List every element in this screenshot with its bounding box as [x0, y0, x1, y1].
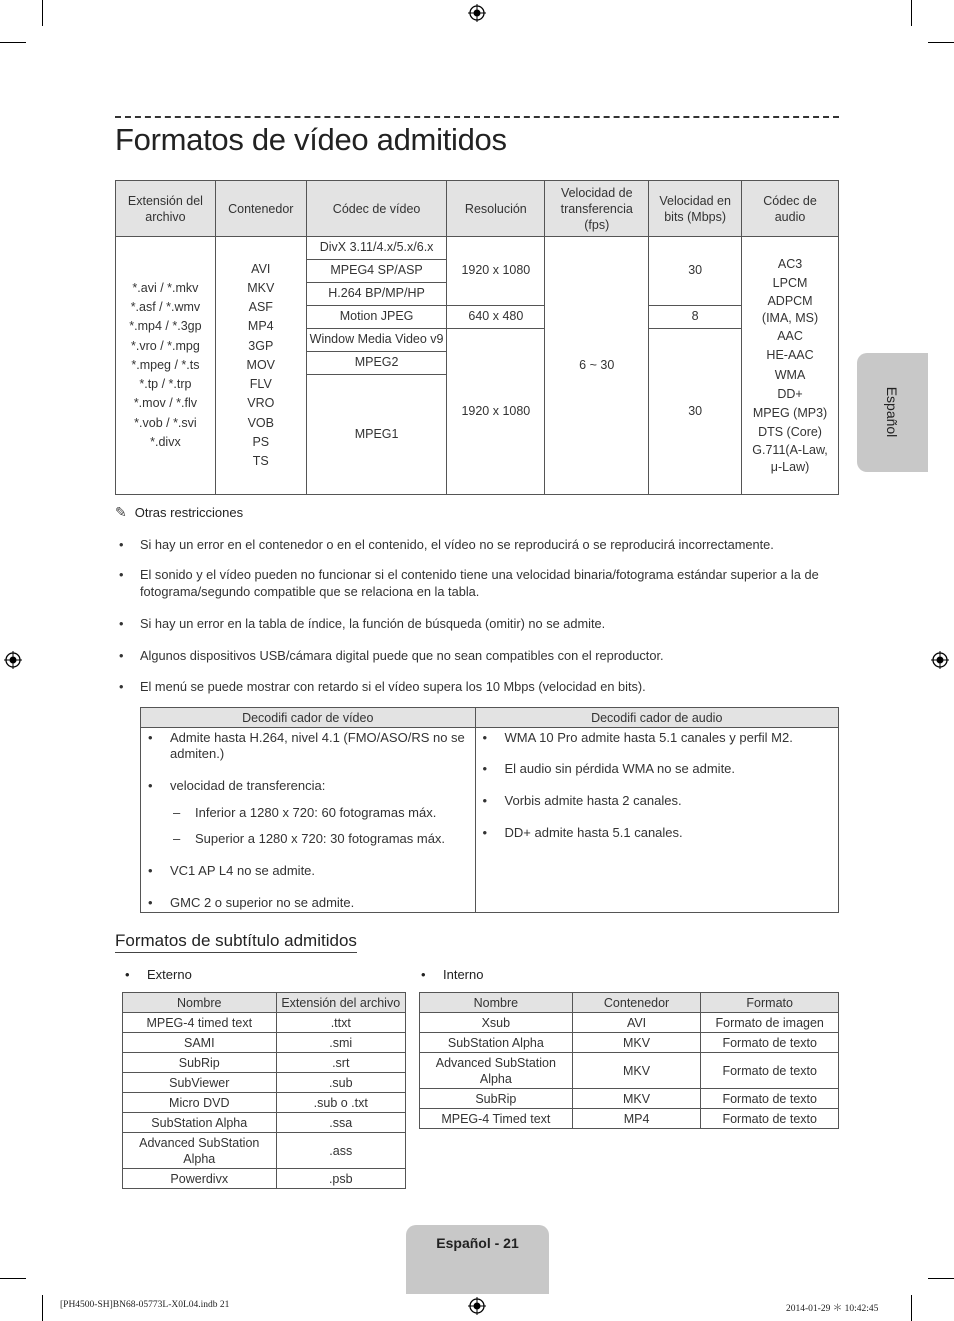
- table-row: [116, 237, 839, 260]
- crop-mark: [911, 0, 912, 26]
- bullet: •: [125, 967, 130, 982]
- table-row: [123, 1033, 406, 1053]
- crop-mark: [928, 42, 954, 43]
- notes-heading: ✎ Otras restricciones: [115, 504, 244, 520]
- cell: Formato de imagen: [701, 1013, 839, 1033]
- cell: MPEG-4 timed text: [123, 1013, 277, 1033]
- cell: Formato de texto: [701, 1089, 839, 1109]
- video-decoder-cell: [141, 728, 476, 913]
- bullet: •: [482, 793, 488, 808]
- crop-mark: [42, 0, 43, 26]
- column-header: Extensión del archivo: [116, 181, 216, 237]
- audio-decoder-header: Decodifi cador de audio: [475, 708, 838, 728]
- list-item: DD+ admite hasta 5.1 canales.: [504, 825, 683, 840]
- table-row: [420, 1053, 839, 1089]
- table-row: [420, 1033, 839, 1053]
- table-row: [420, 1089, 839, 1109]
- table-row: [123, 1073, 406, 1093]
- cell: SubRip: [420, 1089, 573, 1109]
- cell: SubRip: [123, 1053, 277, 1073]
- bullet: •: [148, 730, 153, 745]
- column-header: Códec de vídeo: [306, 181, 447, 237]
- print-slug-timestamp: 2014-01-29 ＊ 10:42:45: [786, 1304, 879, 1314]
- table-row: [420, 1109, 839, 1129]
- print-slug-file: [PH4500-SH]BN68-05773L-X0L04.indb 21: [60, 1300, 230, 1310]
- bullet: •: [148, 863, 153, 878]
- containers-cell: AVI MKV ASF MP4 3GP MOV FLV VRO VOB PS TS: [215, 237, 306, 495]
- table-header-row: [116, 181, 839, 237]
- cell: Formato de texto: [701, 1033, 839, 1053]
- title-dashed-rule: [115, 116, 839, 118]
- cell: Advanced SubStation Alpha: [123, 1133, 277, 1169]
- cell: SubStation Alpha: [123, 1113, 277, 1133]
- crop-mark: [0, 42, 26, 43]
- codec-cell: MPEG2: [306, 352, 447, 375]
- bullet: •: [148, 895, 153, 910]
- list-item: Admite hasta H.264, nivel 4.1 (FMO/ASO/RS no se admiten.): [170, 730, 465, 761]
- table-row: [123, 1169, 406, 1189]
- cell: .ttxt: [276, 1013, 405, 1033]
- column-header: Resolución: [447, 181, 545, 237]
- table-row: [123, 1013, 406, 1033]
- cell: Advanced SubStation Alpha: [420, 1053, 573, 1089]
- table-row: [123, 1113, 406, 1133]
- bitrate-cell: 30: [649, 329, 742, 495]
- internal-subtitle-table: [419, 992, 839, 1129]
- codec-cell: Motion JPEG: [306, 306, 447, 329]
- table-row: [123, 1133, 406, 1169]
- cell: MP4: [572, 1109, 701, 1129]
- cell: MKV: [572, 1089, 701, 1109]
- language-side-tab-label: Español: [884, 386, 900, 438]
- list-item: Vorbis admite hasta 2 canales.: [504, 793, 682, 808]
- registration-mark-icon: [4, 651, 22, 669]
- crop-mark: [911, 1295, 912, 1321]
- video-format-table: [115, 180, 839, 495]
- column-header: Velocidad de transferencia (fps): [545, 181, 649, 237]
- codec-cell: Window Media Video v9: [306, 329, 447, 352]
- audio-decoder-cell: [475, 728, 838, 913]
- external-label: Externo: [147, 967, 192, 982]
- column-header: Formato: [701, 993, 839, 1013]
- column-header: Extensión del archivo: [276, 993, 405, 1013]
- cell: .sub: [276, 1073, 405, 1093]
- table-row: [420, 1013, 839, 1033]
- cell: Micro DVD: [123, 1093, 277, 1113]
- crop-mark: [0, 1278, 26, 1279]
- bullet: •: [482, 730, 488, 745]
- list-item: Inferior a 1280 x 720: 60 fotogramas máx.: [195, 805, 437, 820]
- list-item: WMA 10 Pro admite hasta 5.1 canales y perfil M2.: [504, 730, 793, 745]
- bitrate-cell: 30: [649, 237, 742, 306]
- cell: MKV: [572, 1053, 701, 1089]
- bullet: •: [148, 778, 153, 793]
- bullet: •: [421, 967, 426, 982]
- list-item: velocidad de transferencia:: [170, 778, 326, 793]
- column-header: Códec de audio: [742, 181, 839, 237]
- bullet: •: [482, 761, 488, 776]
- cell: SubStation Alpha: [420, 1033, 573, 1053]
- column-header: Velocidad en bits (Mbps): [649, 181, 742, 237]
- codec-cell: H.264 BP/MP/HP: [306, 283, 447, 306]
- cell: SAMI: [123, 1033, 277, 1053]
- registration-mark-icon: [931, 651, 949, 669]
- codec-cell: DivX 3.11/4.x/5.x/6.x: [306, 237, 447, 260]
- cell: .psb: [276, 1169, 405, 1189]
- cell: .sub o .txt: [276, 1093, 405, 1113]
- cell: Xsub: [420, 1013, 573, 1033]
- subtitle-section-heading: Formatos de subtítulo admitidos: [115, 931, 357, 953]
- dash: –: [173, 805, 181, 820]
- pencil-note-icon: ✎: [115, 504, 127, 520]
- external-subtitle-table: [122, 992, 406, 1189]
- cell: .smi: [276, 1033, 405, 1053]
- page-title: Formatos de vídeo admitidos: [115, 122, 507, 157]
- crop-mark: [42, 1295, 43, 1321]
- cell: MKV: [572, 1033, 701, 1053]
- cell: AVI: [572, 1013, 701, 1033]
- resolution-cell: 640 x 480: [447, 306, 545, 329]
- list-item: VC1 AP L4 no se admite.: [170, 863, 316, 878]
- cell: Formato de texto: [701, 1053, 839, 1089]
- cell: Formato de texto: [701, 1109, 839, 1129]
- extensions-cell: *.avi / *.mkv *.asf / *.wmv *.mp4 / *.3gp *.vro / *.mpg *.mpeg / *.ts *.tp / *.trp *.mov / *.flv *.vob / *.svi *.divx: [116, 237, 216, 495]
- table-row: [123, 1093, 406, 1113]
- column-header: Contenedor: [572, 993, 701, 1013]
- list-item: El audio sin pérdida WMA no se admite.: [504, 761, 736, 776]
- registration-mark-icon: [468, 4, 486, 22]
- cell: .ass: [276, 1133, 405, 1169]
- crop-mark: [928, 1278, 954, 1279]
- column-header: Nombre: [420, 993, 573, 1013]
- list-item: GMC 2 o superior no se admite.: [170, 895, 355, 910]
- dash: –: [173, 831, 181, 846]
- list-item: Superior a 1280 x 720: 30 fotogramas máx.: [195, 831, 446, 846]
- resolution-cell: 1920 x 1080: [447, 329, 545, 495]
- resolution-cell: 1920 x 1080: [447, 237, 545, 306]
- table-row: [123, 1053, 406, 1073]
- cell: .ssa: [276, 1113, 405, 1133]
- codec-cell: MPEG1: [306, 375, 447, 495]
- decoder-table: [140, 707, 839, 913]
- video-decoder-header: Decodifi cador de vídeo: [141, 708, 476, 728]
- cell: .srt: [276, 1053, 405, 1073]
- column-header: Contenedor: [215, 181, 306, 237]
- page-number: Español - 21: [436, 1235, 519, 1251]
- internal-label: Interno: [443, 967, 484, 982]
- cell: SubViewer: [123, 1073, 277, 1093]
- fps-cell: 6 ~ 30: [545, 237, 649, 495]
- audio-codecs-cell: AC3 LPCM ADPCM (IMA, MS) AAC HE-AAC WMA DD+ MPEG (MP3) DTS (Core) G.711(A-Law, μ-Law): [742, 237, 839, 495]
- bullet: •: [482, 825, 488, 840]
- column-header: Nombre: [123, 993, 277, 1013]
- codec-cell: MPEG4 SP/ASP: [306, 260, 447, 283]
- cell: MPEG-4 Timed text: [420, 1109, 573, 1129]
- registration-mark-icon: [468, 1297, 486, 1315]
- cell: Powerdivx: [123, 1169, 277, 1189]
- bitrate-cell: 8: [649, 306, 742, 329]
